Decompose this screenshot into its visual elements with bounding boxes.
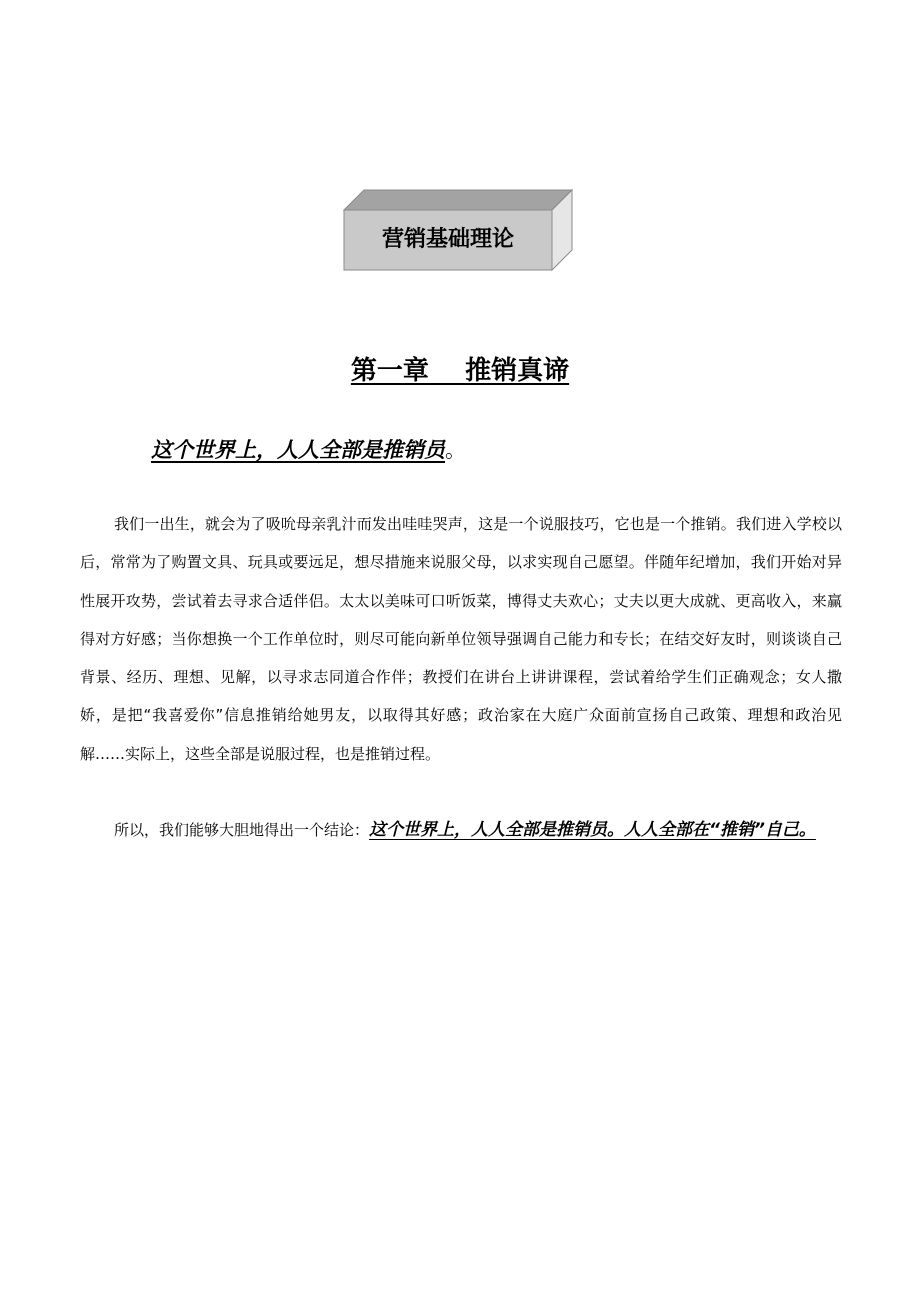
body-paragraph-2 — [80, 811, 842, 849]
banner-top-face — [344, 190, 572, 210]
conclusion-emphasis: 这个世界上，人人全部是推销员。人人全部在“推销”自己。 — [369, 820, 816, 840]
subtitle-tail: 。 — [445, 438, 466, 462]
chapter-title-text: 第一章 推销真谛 — [350, 356, 570, 386]
banner-title: 营销基础理论 — [381, 227, 514, 252]
subtitle — [151, 433, 466, 467]
conclusion-lead: 所以，我们能够大胆地得出一个结论： — [114, 821, 370, 839]
chapter-title — [0, 352, 920, 390]
body-paragraph-1: 我们一出生，就会为了吸吮母亲乳汁而发出哇哇哭声，这是一个说服技巧，它也是一个推销。我们进入学校以后，常常为了购置文具、玩具或要远足，想尽措施来说服父母，以求实现自己愿望。伴随年纪增加，我们开始对异性展开攻势，尝试着去寻求合适伴侣。太太以美味可口听饭菜，博得丈夫欢心；丈夫以更大成就、更高收入，来赢得对方好感；当你想换一个工作单位时，则尽可能向新单位领导强调自己能力和专长；在结交好友时，则谈谈自己背景、经历、理想、见解，以寻求志同道合作伴；教授们在讲台上讲讲课程，尝试着给学生们正确观念；女人撒娇，是把“我喜爱你”信息推销给她男友，以取得其好感；政治家在大庭广众面前宣扬自己政策、理想和政治见解……实际上，这些全部是说服过程，也是推销过程。 — [80, 515, 842, 763]
subtitle-emphasis: 这个世界上，人人全部是推销员 — [151, 438, 445, 462]
title-banner — [340, 188, 574, 272]
